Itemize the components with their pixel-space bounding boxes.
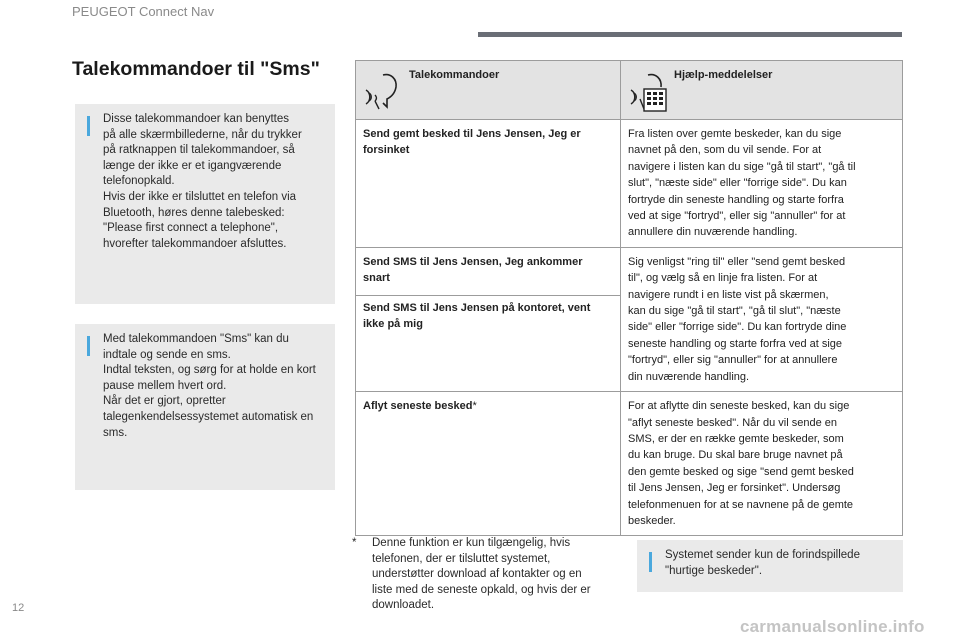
column-header-label: Hjælp-meddelelser	[674, 69, 773, 81]
watermark: carmanualsonline.info	[740, 617, 925, 636]
command-cell	[356, 120, 621, 248]
command-cell	[356, 392, 621, 536]
command-text: Send SMS til Jens Jensen på kontoret, vent ikke på mig	[363, 301, 591, 331]
table-row	[356, 120, 903, 248]
help-cell	[621, 120, 903, 248]
footnote-text: Denne funktion er kun tilgængelig, hvis telefonen, der er tilsluttet systemet, understøtter download af kontakter og en liste med de seneste opkald, og hvis der er downloadet.	[372, 537, 591, 612]
column-header-help	[621, 61, 903, 120]
command-text: Send gemt besked til Jens Jensen, Jeg er forsinket	[363, 128, 581, 157]
info-note-text: Disse talekommandoer kan benyttes på alle skærmbillederne, når du trykker på ratknappen til talekommandoer, så længe der ikke er et igangværende telefonopkald. Hvis der ikke er tilsluttet en telefon via Bluetooth, høres denne talebesked: "Please first connect a telephone", hvorefter talekommandoer afsluttes.	[103, 113, 302, 250]
voice-help-icon	[628, 69, 668, 113]
voice-command-icon	[363, 69, 403, 113]
page-number: 12	[12, 602, 25, 614]
table-row	[356, 247, 903, 391]
info-note-text: Systemet sender kun de forindspillede "hurtige beskeder".	[665, 549, 860, 577]
page-title: Talekommandoer til "Sms"	[72, 58, 320, 80]
table-row	[356, 392, 903, 536]
info-note-sms	[75, 324, 335, 490]
column-header-label: Talekommandoer	[409, 69, 500, 81]
info-icon	[649, 552, 652, 572]
info-icon	[87, 336, 90, 356]
info-icon	[87, 116, 90, 136]
cell-divider	[356, 295, 620, 296]
command-text: Send SMS til Jens Jensen, Jeg ankommer snart	[363, 255, 583, 285]
info-note-voice-commands	[75, 104, 335, 304]
help-cell	[621, 392, 903, 536]
info-note-text: Med talekommandoen "Sms" kan du indtale og sende en sms. Indtal teksten, og sørg for at holde en kort pause mellem hvert ord. Når det er gjort, opretter talegenkendelsessystemet automatisk en sms.	[103, 333, 316, 439]
footnote-mark: *	[472, 400, 477, 413]
info-note-quick-messages	[637, 540, 903, 592]
help-text: For at aflytte din seneste besked, kan du sige "aflyt seneste besked". Når du vil sende en SMS, er der en række gemte beskeder, som du kan bruge. Du skal bare bruge navnet på den gemte besked og sige "send gemt besked til Jens Jensen, Jeg er forsinket". Undersøg telefonmenuen for at se navnene på de gemte beskeder.	[628, 400, 854, 527]
footnote	[352, 536, 622, 614]
header-bar	[478, 32, 902, 37]
help-cell	[621, 247, 903, 391]
table-header-row	[356, 61, 903, 120]
voice-command-table	[355, 60, 903, 536]
command-cell	[356, 247, 621, 391]
command-text: Aflyt seneste besked	[363, 400, 473, 413]
header-title: PEUGEOT Connect Nav	[72, 4, 215, 19]
column-header-commands	[356, 61, 621, 120]
footnote-mark: *	[352, 537, 357, 549]
help-text: Fra listen over gemte beskeder, kan du sige navnet på den, som du vil sende. For at navigere i listen kan du sige "gå til start", "gå til slut", "næste side" eller "forrige side". Du kan fortryde din seneste handling og starte forfra ved at sige "fortryd", eller sig "annuller" for at annullere din nuværende handling.	[628, 128, 856, 239]
help-text: Sig venligst "ring til" eller "send gemt besked til", og vælg så en linje fra listen. For at navigere rundt i en liste vist på skærmen, kan du sige "gå til start", "gå til slut", "næste side" eller "forrige side". Du kan fortryde dine seneste handling og starte forfra ved at sige "fortryd", eller sig "annuller" for at annullere din nuværende handling.	[628, 255, 847, 383]
